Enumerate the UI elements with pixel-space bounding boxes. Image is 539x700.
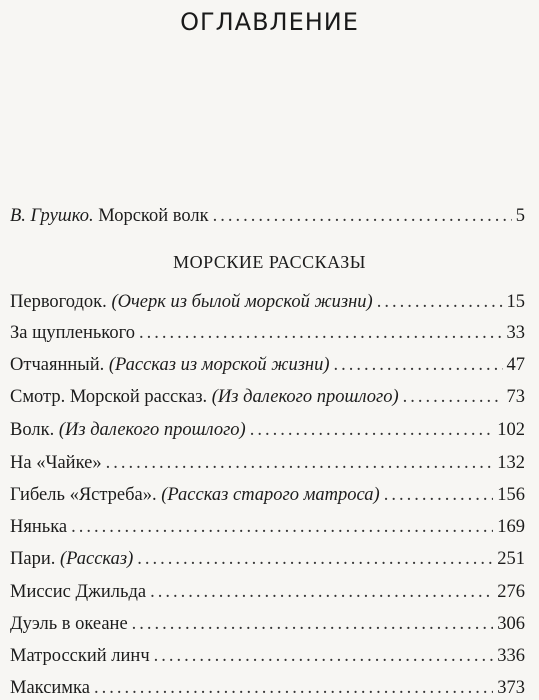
entry-subtitle: (Из далекого прошлого) [58, 420, 246, 440]
entry-title: Волк. [10, 420, 59, 440]
page-number: 33 [506, 323, 525, 343]
intro-title: Морской волк [93, 206, 209, 226]
entry-title: Миссис Джильда [10, 582, 147, 602]
entry-title: Нянька [10, 517, 68, 537]
toc-entry [10, 547, 525, 571]
toc-entry [10, 451, 525, 475]
toc-entry [10, 676, 525, 700]
intro-author: В. Грушко. [10, 206, 94, 226]
entry-subtitle: (Рассказ из морской жизни) [108, 355, 330, 375]
page-number: 169 [497, 517, 525, 537]
entry-subtitle: (Очерк из былой морской жизни) [111, 292, 373, 312]
page-number: 306 [497, 614, 525, 634]
entry-title: Дуэль в океане [10, 614, 128, 634]
page-number: 132 [497, 453, 525, 473]
toc-entry [10, 321, 525, 345]
leader-dots [150, 580, 493, 604]
leader-dots [213, 204, 512, 228]
entry-subtitle: (Из далекого прошлого) [211, 387, 399, 407]
page-number: 5 [515, 206, 525, 226]
leader-dots [377, 290, 503, 314]
leader-dots [334, 353, 503, 377]
entry-title: Пари. [10, 549, 60, 569]
page-number: 73 [506, 387, 525, 407]
entry-title: Максимка [10, 678, 90, 698]
page-number: 102 [497, 420, 525, 440]
entry-title: Гибель «Ястреба». [10, 485, 162, 505]
page-number: 336 [497, 646, 525, 666]
toc-entry [10, 385, 525, 409]
entry-title: Матросский линч [10, 646, 150, 666]
leader-dots [132, 612, 494, 636]
leader-dots [154, 644, 494, 668]
toc-entry [10, 612, 525, 636]
leader-dots [137, 547, 493, 571]
toc-entry-intro [10, 204, 525, 228]
page-number: 373 [497, 678, 525, 698]
entry-title: Смотр. Морской рассказ. [10, 387, 212, 407]
leader-dots [139, 321, 503, 345]
page-number: 251 [497, 549, 525, 569]
section-heading: МОРСКИЕ РАССКАЗЫ [173, 252, 366, 272]
page-title: ОГЛАВЛЕНИЕ [180, 8, 359, 36]
page-number: 156 [497, 485, 525, 505]
toc-entry [10, 580, 525, 604]
page-number: 47 [506, 355, 525, 375]
leader-dots [106, 451, 494, 475]
toc-entry [10, 483, 525, 507]
entry-title: За щупленького [10, 323, 135, 343]
leader-dots [71, 515, 493, 539]
entry-title: Первогодок. [10, 292, 112, 312]
leader-dots [250, 418, 494, 442]
entry-subtitle: (Рассказ старого матроса) [161, 485, 380, 505]
leader-dots [94, 676, 493, 700]
toc-entry [10, 290, 525, 314]
leader-dots [384, 483, 494, 507]
toc-entry [10, 515, 525, 539]
toc-entry [10, 353, 525, 377]
page-number: 15 [506, 292, 525, 312]
leader-dots [403, 385, 503, 409]
entry-title: Отчаянный. [10, 355, 109, 375]
entry-title: На «Чайке» [10, 453, 102, 473]
toc-entry [10, 418, 525, 442]
page-number: 276 [497, 582, 525, 602]
entry-subtitle: (Рассказ) [59, 549, 134, 569]
toc-entry [10, 644, 525, 668]
